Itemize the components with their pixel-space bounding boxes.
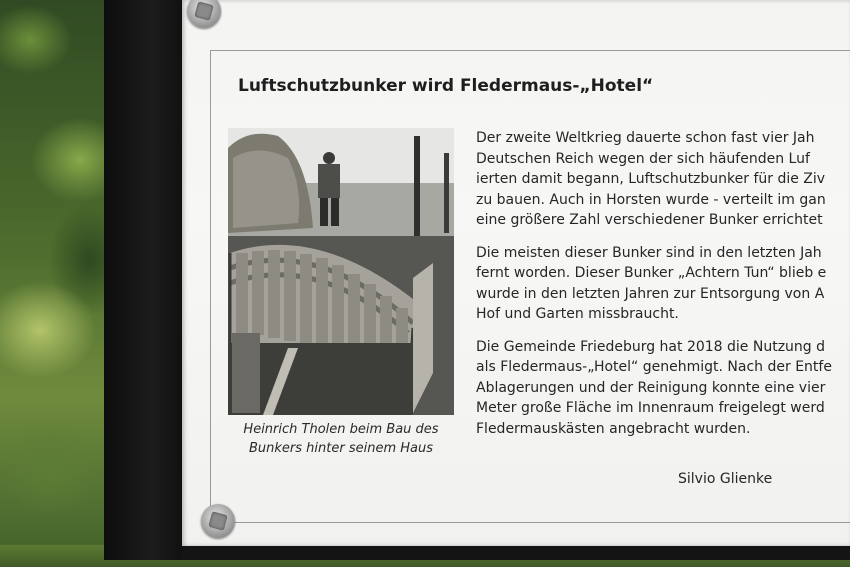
text-line: Deutschen Reich wegen der sich häufenden Luf [476, 150, 810, 167]
sign-title: Luftschutzbunker wird Fledermaus-„Hotel“ [238, 76, 654, 96]
historic-photo [228, 128, 454, 415]
author-name: Silvio Glienke [678, 471, 773, 487]
caption-line: Heinrich Tholen beim Bau des [243, 422, 439, 437]
text-line: ierten damit begann, Luftschutzbunker für die Ziv [476, 171, 826, 187]
paragraph-3 [476, 337, 850, 440]
text-line: als Fledermaus-„Hotel“ genehmigt. Nach der Entfe [476, 359, 832, 375]
text-line: Fledermauskästen angebracht wurden. [476, 420, 751, 437]
text-line: Ablagerungen und der Reinigung konnte eine vier [476, 379, 826, 396]
text-line: Meter große Fläche im Innenraum freigelegt werd [476, 400, 825, 416]
bunker-construction-photo [228, 128, 454, 415]
text-line: Die Gemeinde Friedeburg hat 2018 die Nutzung d [476, 338, 826, 355]
text-line: Die meisten dieser Bunker sind in den letzten Jah [476, 244, 822, 261]
text-line: zu bauen. Auch in Horsten wurde - verteilt im gan [476, 191, 826, 208]
caption-line: Bunkers hinter seinem Haus [248, 441, 433, 456]
text-line: Hof und Garten missbraucht. [476, 306, 679, 322]
screw-bottom-icon [201, 504, 235, 538]
paragraph-2 [476, 243, 850, 325]
text-line: fernt worden. Dieser Bunker „Achtern Tun“ blieb e [476, 265, 827, 281]
photo-caption [228, 420, 454, 458]
sign-post [104, 0, 182, 560]
text-line: eine größere Zahl verschiedener Bunker errichtet [476, 212, 823, 228]
paragraph-1 [476, 128, 850, 231]
text-line: wurde in den letzten Jahren zur Entsorgung von A [476, 285, 825, 302]
text-line: Der zweite Weltkrieg dauerte schon fast vier Jah [476, 130, 815, 146]
sign-body-text [476, 128, 850, 451]
